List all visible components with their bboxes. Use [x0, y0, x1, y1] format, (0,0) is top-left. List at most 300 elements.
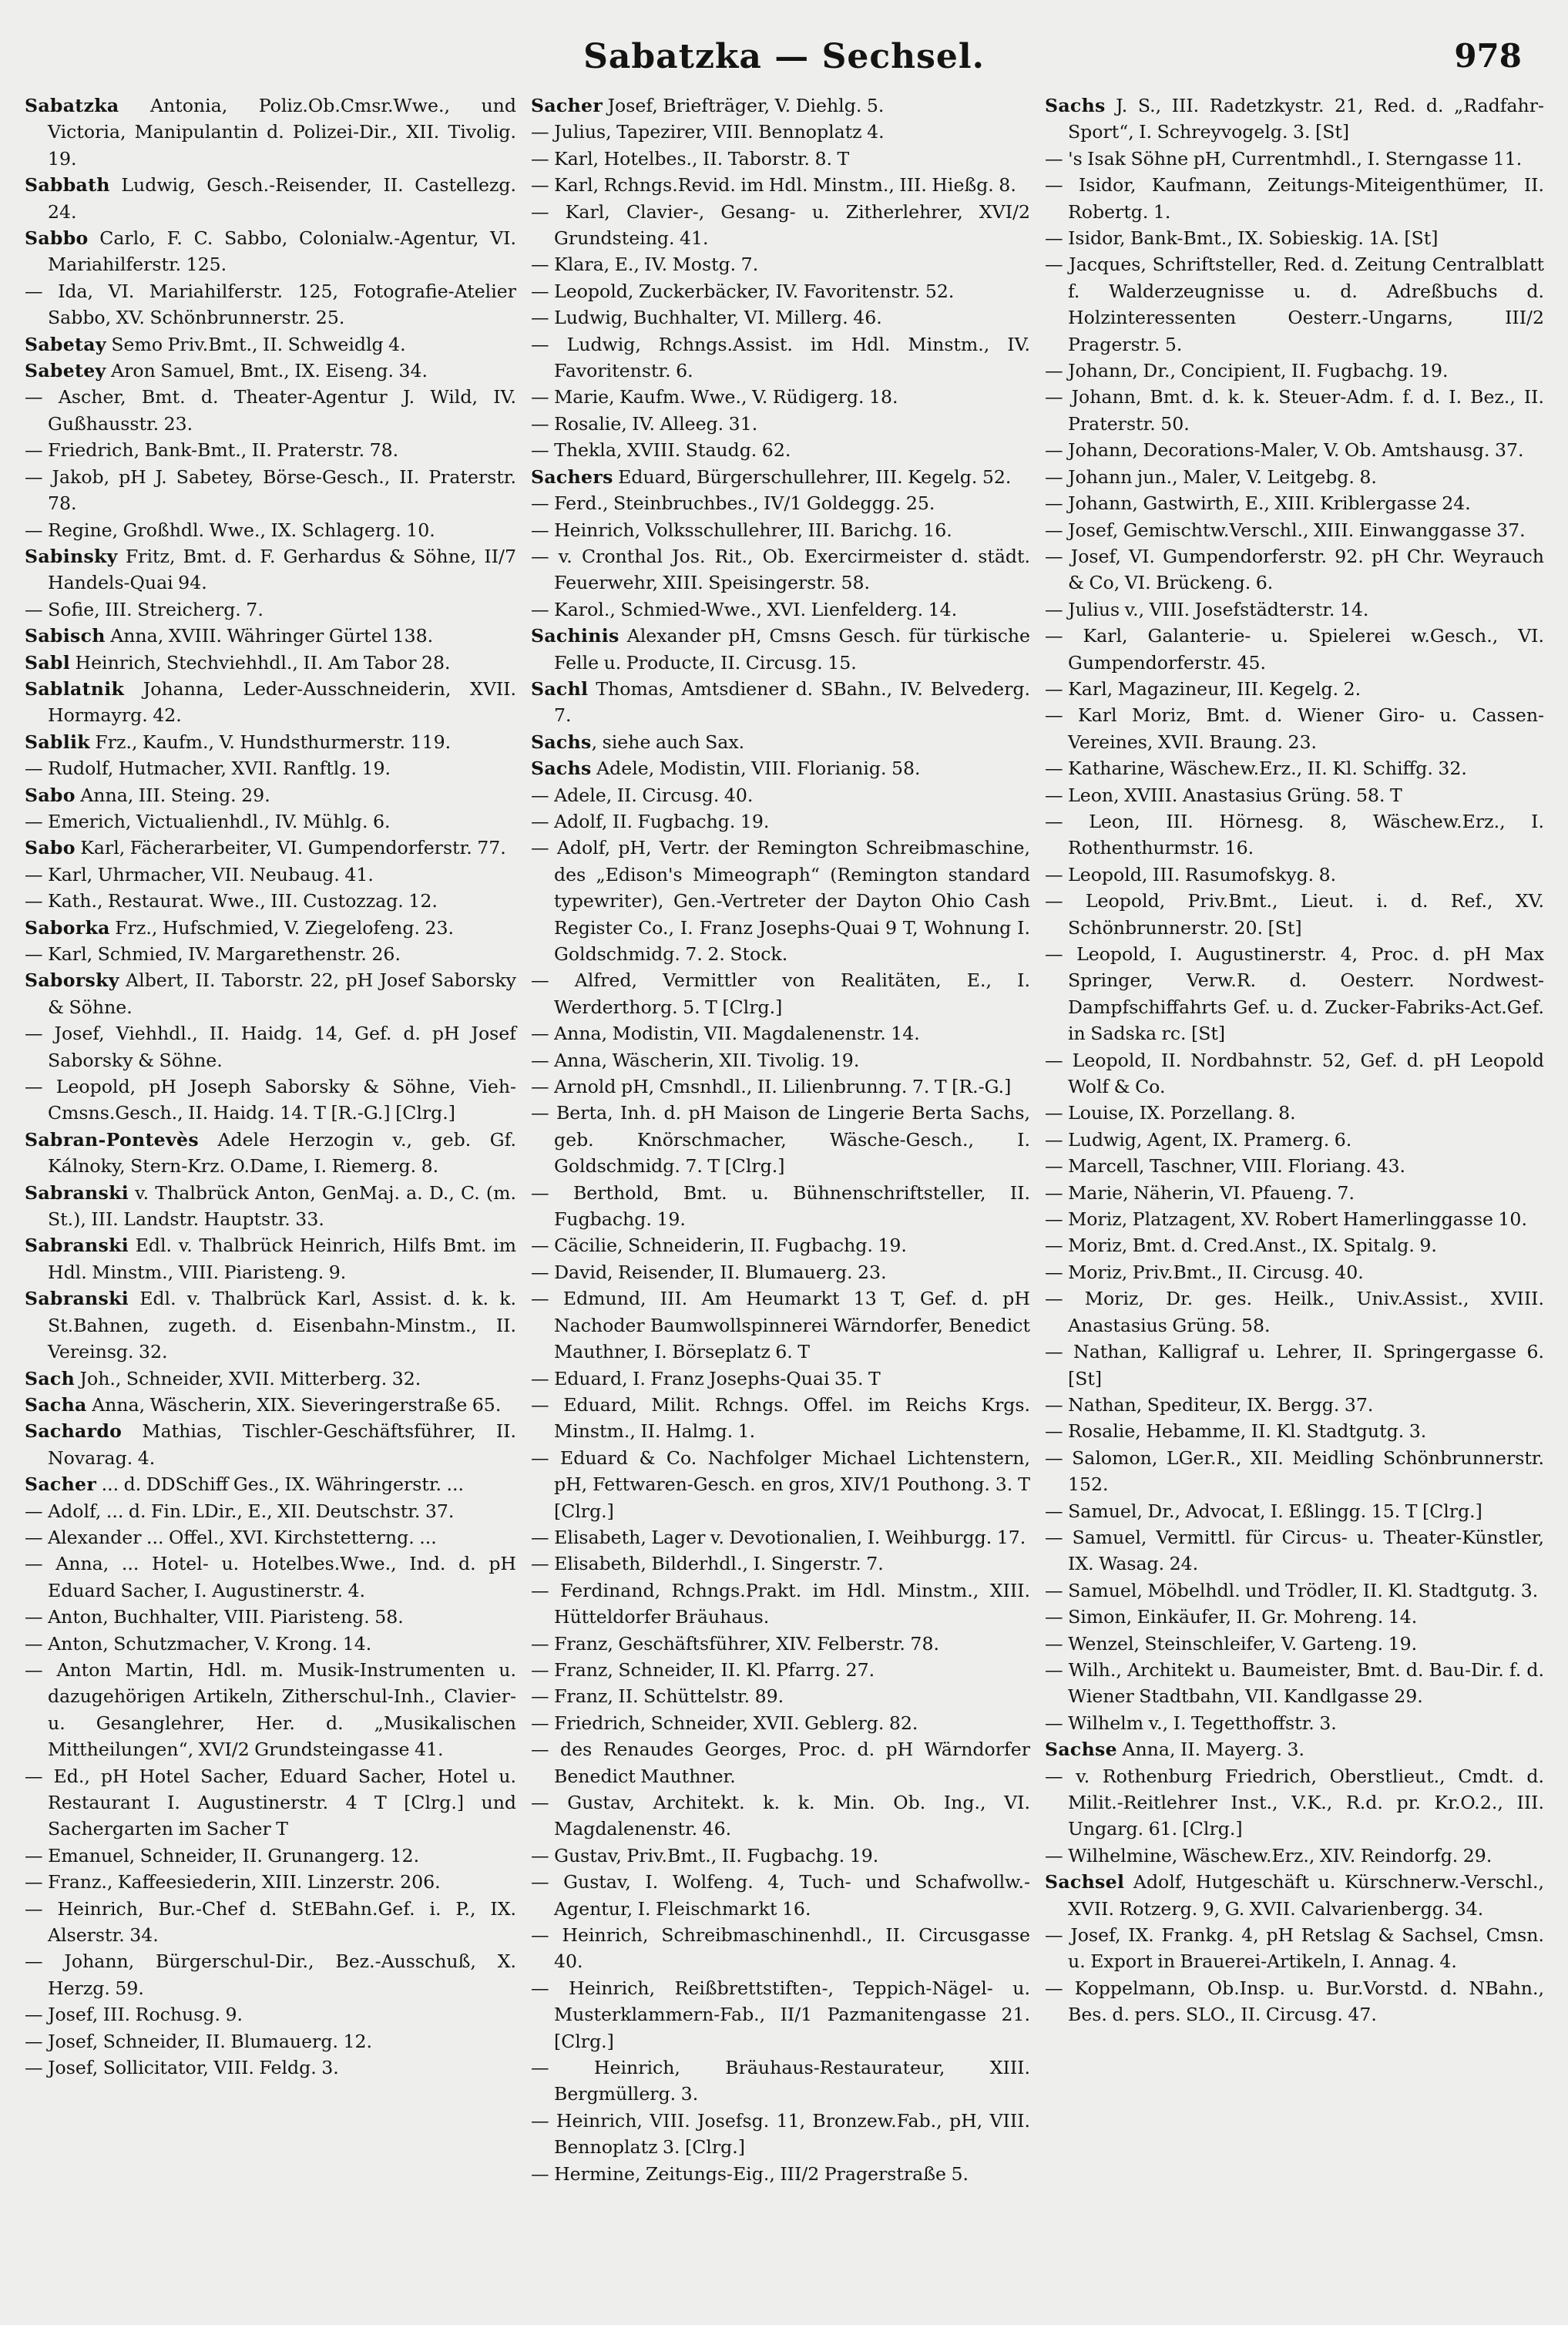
directory-entry [1045, 1047, 1544, 1100]
entry-surname: Sabran-Pontevès [25, 1128, 199, 1151]
entry-surname: Sabo [25, 837, 76, 859]
entry-surname: Sabranski [25, 1288, 129, 1310]
directory-entry [25, 1180, 516, 1233]
entry-surname: Sablik [25, 731, 90, 753]
directory-entry [25, 835, 516, 861]
directory-entry [531, 729, 1030, 755]
entry-details: — Leopold, Zuckerbäcker, IV. Favoritenstr. 52. [531, 280, 955, 302]
entry-details: — Karl, Hotelbes., II. Taborstr. 8. T [531, 147, 850, 170]
entry-details: — Heinrich, Reißbrettstiften-, Teppich-Nägel- u. Musterklammern-Fab., II/1 Pazmanitengasse 21. [Clrg.] [531, 1977, 1030, 2052]
directory-entry [531, 331, 1030, 385]
entry-details: — Ludwig, Rchngs.Assist. im Hdl. Minstm., IV. Favoritenstr. 6. [531, 333, 1030, 382]
directory-entry [25, 808, 516, 835]
directory-entry [531, 464, 1030, 490]
entry-details: — Karl, Clavier-, Gesang- u. Zitherlehrer, XVI/2 Grundsteing. 41. [531, 200, 1030, 250]
entry-details: — Josef, Gemischtw.Verschl., XIII. Einwanggasse 37. [1045, 519, 1526, 541]
entry-details: — Alfred, Vermittler von Realitäten, E., I. Werderthorg. 5. T [Clrg.] [531, 969, 1030, 1018]
entry-details: — Ferd., Steinbruchbes., IV/1 Goldeggg. 25. [531, 492, 935, 515]
entry-details: Anna, III. Steing. 29. [75, 784, 270, 806]
entry-details: — Anton, Buchhalter, VIII. Piaristeng. 58. [25, 1606, 404, 1628]
entry-details: — Leopold, II. Nordbahnstr. 52, Gef. d. pH Leopold Wolf & Co. [1045, 1049, 1544, 1098]
directory-entry [25, 1843, 516, 1869]
entry-details: — Karl, Uhrmacher, VII. Neubaug. 41. [25, 863, 374, 885]
directory-entry [25, 437, 516, 463]
entry-surname: Sachs [1045, 95, 1106, 116]
entry-details: , siehe auch Sax. [591, 731, 745, 753]
entry-details: — Koppelmann, Ob.Insp. u. Bur.Vorstd. d. NBahn., Bes. d. pers. SLO., II. Circusg. 47. [1045, 1977, 1544, 2026]
entry-details: — Moriz, Bmt. d. Cred.Anst., IX. Spitalg. 9. [1045, 1235, 1437, 1257]
entry-details: — Heinrich, Bur.-Chef d. StEBahn.Gef. i. P., IX. Alserstr. 34. [25, 1897, 516, 1947]
directory-entry [25, 862, 516, 888]
directory-entry [1045, 1736, 1544, 1762]
directory-entry [1045, 172, 1544, 225]
entry-details: — des Renaudes Georges, Proc. d. pH Wärndorfer Benedict Mauthner. [531, 1739, 1030, 1787]
entry-details: — Franz, II. Schüttelstr. 89. [531, 1685, 784, 1708]
directory-entry [1045, 517, 1544, 543]
entry-details: — Wilh., Architekt u. Baumeister, Bmt. d. Bau-Dir. f. d. Wiener Stadtbahn, VII. Kandlgasse 29. [1045, 1658, 1544, 1708]
entry-details: — Gustav, Architekt. k. k. Min. Ob. Ing., VI. Magdalenenstr. 46. [531, 1792, 1030, 1840]
directory-entry [1045, 464, 1544, 490]
entry-details: J. S., III. Radetzkystr. 21, Red. d. „Radfahr-Sport“, I. Schreyvogelg. 3. [St] [1068, 95, 1544, 143]
entry-details: — Anton Martin, Hdl. m. Musik-Instrumenten u. dazugehörigen Artikeln, Zitherschul-Inh., Clavier- u. Gesanglehrer, Her. d. „Musikalischen Mittheilungen“, XVI/2 Grundsteingasse 41. [25, 1658, 516, 1761]
column-2 [525, 92, 1035, 2308]
directory-entry [1045, 1922, 1544, 1975]
page-title: Sabatzka — Sechsel. [583, 37, 985, 76]
entry-details: — Johann, Decorations-Maler, V. Ob. Amtshausg. 37. [1045, 439, 1524, 462]
directory-entry [25, 623, 516, 649]
entry-details: — Thekla, XVIII. Staudg. 62. [531, 439, 791, 462]
directory-entry [531, 1577, 1030, 1631]
entry-details: — Adolf, II. Fugbachg. 19. [531, 810, 770, 832]
entry-details: — Josef, Schneider, II. Blumauerg. 12. [25, 2030, 372, 2052]
directory-entry [1045, 1285, 1544, 1339]
entry-surname: Sabinsky [25, 545, 118, 567]
entry-details: — Rosalie, IV. Alleeg. 31. [531, 412, 758, 435]
entry-details: — Wilhelmine, Wäschew.Erz., XIV. Reindorfg. 29. [1045, 1844, 1492, 1866]
entry-surname: Sachl [531, 677, 589, 700]
directory-entry [1045, 702, 1544, 755]
directory-entry [531, 835, 1030, 967]
entry-details: — Karl, Rchngs.Revid. im Hdl. Minstm., III. Hießg. 8. [531, 174, 1016, 197]
directory-entry [25, 172, 516, 225]
entry-surname: Sachardo [25, 1420, 123, 1443]
entry-details: — Josef, III. Rochusg. 9. [25, 2004, 243, 2026]
directory-entry [531, 596, 1030, 623]
entry-details: Frz., Hufschmied, V. Ziegelofeng. 23. [109, 916, 454, 939]
directory-entry [25, 1524, 516, 1551]
entry-details: — Heinrich, Schreibmaschinenhdl., II. Circusgasse 40. [531, 1924, 1030, 1973]
entry-details: — Franz, Schneider, II. Kl. Pfarrg. 27. [531, 1658, 875, 1681]
directory-entry [25, 358, 516, 384]
entry-details: — Franz, Geschäftsführer, XIV. Felberstr. 78. [531, 1632, 939, 1655]
directory-entry [1045, 1524, 1544, 1577]
entry-details: v. Thalbrück Anton, GenMaj. a. D., C. (m. St.), III. Landstr. Hauptstr. 33. [48, 1181, 516, 1231]
directory-entry [25, 1127, 516, 1180]
entry-details: — Josef, Sollicitator, VIII. Feldg. 3. [25, 2057, 339, 2079]
entry-details: — Moriz, Dr. ges. Heilk., Univ.Assist., XVIII. Anastasius Grüng. 58. [1045, 1288, 1544, 1336]
directory-entry [1045, 1710, 1544, 1736]
directory-entry [531, 782, 1030, 808]
directory-entry [1045, 1418, 1544, 1444]
directory-entry [531, 1366, 1030, 1392]
entry-details: — Rudolf, Hutmacher, XVII. Ranftlg. 19. [25, 758, 391, 780]
entry-surname: Sacher [531, 95, 603, 116]
directory-entry [531, 304, 1030, 331]
directory-entry [1045, 358, 1544, 384]
entry-details: Joh., Schneider, XVII. Mitterberg. 32. [75, 1367, 421, 1389]
directory-entry [1045, 862, 1544, 888]
entry-details: — Regine, Großhdl. Wwe., IX. Schlagerg. 10. [25, 519, 435, 541]
entry-details: Semo Priv.Bmt., II. Schweidlg 4. [106, 333, 406, 355]
directory-entry [1045, 92, 1544, 146]
directory-entry [1045, 941, 1544, 1047]
directory-entry [531, 1869, 1030, 1922]
directory-entry [25, 2028, 516, 2055]
directory-entry [1045, 490, 1544, 516]
directory-entry [25, 1763, 516, 1843]
entry-details: Edl. v. Thalbrück Heinrich, Hilfs Bmt. im Hdl. Minstm., VIII. Piaristeng. 9. [48, 1235, 516, 1283]
directory-entry [1045, 1498, 1544, 1524]
directory-entry [25, 1896, 516, 1949]
entry-surname: Saborka [25, 916, 110, 939]
entry-details: — Adolf, ... d. Fin. LDir., E., XII. Deutschstr. 37. [25, 1500, 455, 1522]
entry-details: — v. Cronthal Jos. Rit., Ob. Exercirmeister d. städt. Feuerwehr, XIII. Speisingerstr. 58. [531, 545, 1030, 594]
directory-entry [25, 1551, 516, 1604]
directory-entry [531, 1710, 1030, 1736]
entry-surname: Sacher [25, 1473, 97, 1496]
entry-details: — Adolf, pH, Vertr. der Remington Schreibmaschine, des „Edison's Mimeograph“ (Remington standard typewriter), Gen.-Vertreter der Dayton Ohio Cash Register Co., I. Franz Josephs-Quai 9 T, Wohnung I. Goldschmidg. 7. 2. Stock. [531, 837, 1030, 965]
entry-details: — Salomon, LGer.R., XII. Meidling Schönbrunnerstr. 152. [1045, 1446, 1544, 1496]
directory-entry [531, 1392, 1030, 1445]
directory-entry [531, 199, 1030, 252]
directory-entry [25, 1232, 516, 1285]
directory-entry [531, 437, 1030, 463]
entry-details: — Eduard & Co. Nachfolger Michael Lichtenstern, pH, Fettwaren-Gesch. en gros, XIV/1 Pouthong. 3. T [Clrg.] [531, 1446, 1030, 1522]
entry-details: Edl. v. Thalbrück Karl, Assist. d. k. k. St.Bahnen, zugeth. d. Eisenbahn-Minstm., II. Vereinsg. 32. [48, 1288, 516, 1363]
entry-surname: Sabl [25, 651, 70, 674]
entry-details: — Kath., Restaurat. Wwe., III. Custozzag. 12. [25, 890, 438, 912]
entry-details: — Isidor, Bank-Bmt., IX. Sobieskig. 1A. [St] [1045, 227, 1439, 250]
entry-details: — Johann, Gastwirth, E., XIII. Kriblergasse 24. [1045, 492, 1471, 515]
entry-details: — Berta, Inh. d. pH Maison de Lingerie Berta Sachs, geb. Knörschmacher, Wäsche-Gesch., I. Goldschmidg. 7. T [Clrg.] [531, 1102, 1030, 1178]
entry-details: — Rosalie, Hebamme, II. Kl. Stadtgutg. 3. [1045, 1420, 1427, 1443]
directory-entry [25, 225, 516, 278]
directory-entry [25, 729, 516, 755]
entry-details: — Friedrich, Bank-Bmt., II. Praterstr. 78. [25, 439, 399, 462]
entry-details: — Johann, Bmt. d. k. k. Steuer-Adm. f. d. I. Bez., II. Praterstr. 50. [1045, 386, 1544, 435]
entry-details: — Elisabeth, Bilderhdl., I. Singerstr. 7. [531, 1553, 884, 1575]
directory-entry [1045, 1975, 1544, 2028]
directory-entry [531, 2055, 1030, 2108]
directory-entry [531, 1789, 1030, 1843]
entry-details: — Klara, E., IV. Mostg. 7. [531, 254, 759, 276]
entry-details: — Ludwig, Buchhalter, VI. Millerg. 46. [531, 307, 882, 329]
directory-entry [1045, 1206, 1544, 1232]
directory-entry [531, 278, 1030, 304]
column-3 [1039, 92, 1549, 2308]
directory-entry [25, 278, 516, 331]
entry-details: Heinrich, Stechviehhdl., II. Am Tabor 28. [70, 651, 451, 674]
directory-entry [1045, 1763, 1544, 1843]
entry-details: — v. Rothenburg Friedrich, Oberstlieut., Cmdt. d. Milit.-Reitlehrer Inst., V.K., R.d. pr. Kr.O.2., III. Ungarg. 61. [Clrg.] [1045, 1765, 1544, 1840]
entry-details: Adele Herzogin v., geb. Gf. Kálnoky, Stern-Krz. O.Dame, I. Riemerg. 8. [48, 1128, 516, 1178]
entry-details: — Samuel, Dr., Advocat, I. Eßlingg. 15. T [Clrg.] [1045, 1500, 1482, 1522]
directory-entry [531, 1232, 1030, 1258]
directory-entry [1045, 251, 1544, 358]
directory-entry [531, 1843, 1030, 1869]
entry-details: — Johann jun., Maler, V. Leitgebg. 8. [1045, 465, 1377, 488]
directory-entry [25, 92, 516, 172]
entry-details: — Moriz, Platzagent, XV. Robert Hamerlinggasse 10. [1045, 1208, 1527, 1231]
directory-entry [531, 1683, 1030, 1709]
entry-details: — Ida, VI. Mariahilferstr. 125, Fotografie-Atelier Sabbo, XV. Schönbrunnerstr. 25. [25, 280, 516, 329]
directory-entry [25, 1471, 516, 1497]
entry-details: — Leon, III. Hörnesg. 8, Wäschew.Erz., I. Rothenthurmstr. 16. [1045, 810, 1544, 859]
entry-surname: Sachs [531, 731, 592, 753]
entry-details: — Leopold, Priv.Bmt., Lieut. i. d. Ref., XV. Schönbrunnerstr. 20. [St] [1045, 890, 1544, 939]
entry-details: — Berthold, Bmt. u. Bühnenschriftsteller, II. Fugbachg. 19. [531, 1181, 1030, 1231]
entry-details: Mathias, Tischler-Geschäftsführer, II. Novarag. 4. [48, 1420, 516, 1469]
entry-details: Adele, Modistin, VIII. Florianig. 58. [591, 758, 921, 780]
directory-entry [25, 2055, 516, 2081]
directory-entry [531, 1100, 1030, 1179]
entry-details: — Johann, Bürgerschul-Dir., Bez.-Ausschuß, X. Herzg. 59. [25, 1950, 516, 1999]
directory-entry [25, 888, 516, 914]
directory-entry [1045, 1232, 1544, 1258]
entry-details: — David, Reisender, II. Blumauerg. 23. [531, 1261, 887, 1283]
directory-entry [25, 517, 516, 543]
directory-entry [531, 543, 1030, 596]
entry-surname: Sach [25, 1367, 76, 1389]
directory-entry [25, 543, 516, 596]
entry-details: — Cäcilie, Schneiderin, II. Fugbachg. 19. [531, 1235, 907, 1257]
entry-details: — Josef, IX. Frankg. 4, pH Retslag & Sachsel, Cmsn. u. Export in Brauerei-Artikeln, I. Annag. 4. [1045, 1924, 1544, 1973]
directory-entry [531, 1020, 1030, 1047]
entry-details: — Adele, II. Circusg. 40. [531, 784, 754, 806]
entry-details: Fritz, Bmt. d. F. Gerhardus & Söhne, II/7 Handels-Quai 94. [48, 545, 516, 594]
entry-details: — Isidor, Kaufmann, Zeitungs-Miteigenthümer, II. Robertg. 1. [1045, 174, 1544, 223]
entry-details: ... d. DDSchiff Ges., IX. Währingerstr. ... [96, 1473, 465, 1496]
entry-surname: Sabetey [25, 360, 106, 382]
entry-details: — Karl, Schmied, IV. Margarethenstr. 26. [25, 943, 401, 965]
entry-details: — Anton, Schutzmacher, V. Krong. 14. [25, 1632, 372, 1655]
entry-details: — Marie, Näherin, VI. Pfaueng. 7. [1045, 1181, 1355, 1204]
directory-entry [1045, 225, 1544, 251]
directory-entry [1045, 1180, 1544, 1206]
directory-entry [531, 251, 1030, 277]
entry-surname: Sabranski [25, 1235, 129, 1257]
directory-entry [531, 1922, 1030, 1975]
entry-details: — Eduard, I. Franz Josephs-Quai 35. T [531, 1367, 881, 1389]
entry-surname: Sabetay [25, 333, 106, 355]
entry-surname: Sachers [531, 465, 613, 488]
directory-entry [1045, 543, 1544, 596]
entry-details: — Alexander ... Offel., XVI. Kirchstetterng. ... [25, 1526, 437, 1548]
directory-entry [531, 2108, 1030, 2161]
entry-details: — Hermine, Zeitungs-Eig., III/2 Pragerstraße 5. [531, 2162, 969, 2185]
directory-entry [1045, 1631, 1544, 1657]
directory-entry [1045, 1657, 1544, 1710]
entry-details: Adolf, Hutgeschäft u. Kürschnerw.-Verschl., XVII. Rotzerg. 9, G. XVII. Calvarienbergg. 34. [1068, 1871, 1544, 1920]
entry-details: — Leopold, I. Augustinerstr. 4, Proc. d. pH Max Springer, Verw.R. d. Oesterr. Nordwest-Dampfschiffahrts Gef. u. d. Zucker-Fabriks-Act.Gef. in Sadska rc. [St] [1045, 943, 1544, 1045]
entry-details: Carlo, F. C. Sabbo, Colonialw.-Agentur, VI. Mariahilferstr. 125. [48, 227, 516, 276]
entry-details: — Julius, Tapezirer, VIII. Bennoplatz 4. [531, 121, 885, 143]
directory-entry [1045, 888, 1544, 941]
directory-entry [25, 464, 516, 517]
entry-details: Alexander pH, Cmsns Gesch. für türkische Felle u. Producte, II. Circusg. 15. [554, 625, 1030, 674]
page-header [46, 31, 1522, 92]
entry-details: — Leopold, pH Joseph Saborsky & Söhne, Vieh-Cmsns.Gesch., II. Haidg. 14. T [R.-G.] [Clrg.] [25, 1076, 516, 1124]
directory-entry [531, 1180, 1030, 1233]
entry-details: — Arnold pH, Cmsnhdl., II. Lilienbrunng. 7. T [R.-G.] [531, 1076, 1012, 1098]
column-1 [18, 92, 521, 2308]
entry-details: — Emerich, Victualienhdl., IV. Mühlg. 6. [25, 810, 391, 832]
directory-entry [25, 650, 516, 676]
entry-details: — Nathan, Spediteur, IX. Bergg. 37. [1045, 1393, 1374, 1416]
entry-surname: Sabranski [25, 1181, 129, 1204]
directory-entry [1045, 782, 1544, 808]
directory-entry [531, 676, 1030, 729]
directory-entry [1045, 1843, 1544, 1869]
directory-entry [531, 1631, 1030, 1657]
directory-entry [25, 676, 516, 729]
entry-surname: Sabo [25, 784, 76, 806]
directory-entry [25, 915, 516, 941]
directory-entry [25, 1498, 516, 1524]
directory-entry [25, 1948, 516, 2001]
directory-entry [25, 1418, 516, 1471]
entry-details: — Karl Moriz, Bmt. d. Wiener Giro- u. Cassen-Vereines, XVII. Braung. 23. [1045, 704, 1544, 753]
entry-details: — Marcell, Taschner, VIII. Floriang. 43. [1045, 1155, 1406, 1178]
entry-details: — Wilhelm v., I. Tegetthoffstr. 3. [1045, 1712, 1337, 1734]
directory-entry [531, 1285, 1030, 1365]
directory-entry [1045, 1577, 1544, 1604]
entry-details: — Heinrich, VIII. Josefsg. 11, Bronzew.Fab., pH, VIII. Bennoplatz 3. [Clrg.] [531, 2109, 1030, 2159]
directory-entry [25, 1604, 516, 1630]
entry-details: — Nathan, Kalligraf u. Lehrer, II. Springergasse 6. [St] [1045, 1341, 1544, 1389]
directory-entry [531, 1445, 1030, 1524]
entry-surname: Sachinis [531, 625, 619, 647]
entry-details: — Eduard, Milit. Rchngs. Offel. im Reichs Krgs. Minstm., II. Halmg. 1. [531, 1393, 1030, 1443]
entry-details: Ludwig, Gesch.-Reisender, II. Castellezg. 24. [48, 174, 516, 223]
directory-entry [25, 596, 516, 623]
directory-entry [25, 2001, 516, 2028]
directory-entry [531, 1975, 1030, 2055]
directory-entry [25, 384, 516, 437]
entry-details: — Friedrich, Schneider, XVII. Geblerg. 82. [531, 1712, 918, 1734]
directory-entry [25, 1285, 516, 1365]
directory-entry [1045, 623, 1544, 676]
entry-surname: Sacha [25, 1393, 87, 1416]
directory-entry [1045, 437, 1544, 463]
entry-details: — Katharine, Wäschew.Erz., II. Kl. Schiffg. 32. [1045, 758, 1467, 780]
directory-entry [25, 1020, 516, 1073]
entry-details: — Gustav, I. Wolfeng. 4, Tuch- und Schafwollw.-Agentur, I. Fleischmarkt 16. [531, 1871, 1030, 1920]
entry-details: — Samuel, Vermittl. für Circus- u. Theater-Künstler, IX. Wasag. 24. [1045, 1526, 1544, 1575]
entry-details: — Ascher, Bmt. d. Theater-Agentur J. Wild, IV. Gußhausstr. 23. [25, 386, 516, 435]
directory-entry [531, 1259, 1030, 1285]
entry-details: — 's Isak Söhne pH, Currentmhdl., I. Sterngasse 11. [1045, 147, 1523, 170]
directory-entry [1045, 1100, 1544, 1126]
directory-entry [25, 1631, 516, 1657]
directory-entry [25, 1366, 516, 1392]
directory-entry [531, 1073, 1030, 1100]
directory-entry [531, 92, 1030, 119]
entry-details: Thomas, Amtsdiener d. SBahn., IV. Belvederg. 7. [554, 677, 1030, 727]
entry-details: Frz., Kaufm., V. Hundsthurmerstr. 119. [89, 731, 452, 753]
entry-surname: Sabatzka [25, 95, 119, 116]
directory-entry [1045, 1339, 1544, 1392]
directory-entry [531, 384, 1030, 410]
entry-details: — Karl, Magazineur, III. Kegelg. 2. [1045, 677, 1362, 700]
entry-details: — Sofie, III. Streicherg. 7. [25, 598, 264, 620]
entry-details: — Johann, Dr., Concipient, II. Fugbachg. 19. [1045, 360, 1449, 382]
directory-entry [1045, 1604, 1544, 1630]
directory-entry [531, 808, 1030, 835]
directory-entry [1045, 596, 1544, 623]
entry-details: Anna, XVIII. Währinger Gürtel 138. [105, 625, 434, 647]
entry-details: — Anna, Modistin, VII. Magdalenenstr. 14. [531, 1023, 920, 1045]
entry-details: Antonia, Poliz.Ob.Cmsr.Wwe., und Victoria, Manipulantin d. Polizei-Dir., XII. Tivolig. 19. [48, 95, 516, 170]
directory-entry [1045, 384, 1544, 437]
entry-details: — Julius v., VIII. Josefstädterstr. 14. [1045, 598, 1369, 620]
entry-details: — Jacques, Schriftsteller, Red. d. Zeitung Centralblatt f. Walderzeugnisse u. d. Adreßbuchs d. Holzinteressenten Oesterr.-Ungarns, III/2 Pragerstr. 5. [1045, 254, 1544, 355]
directory-entry [25, 782, 516, 808]
directory-entry [1045, 146, 1544, 172]
entry-details: Albert, II. Taborstr. 22, pH Josef Saborsky & Söhne. [48, 969, 516, 1018]
directory-entry [531, 1551, 1030, 1577]
directory-entry [531, 755, 1030, 781]
directory-entry [1045, 1869, 1544, 1922]
directory-entry [531, 1524, 1030, 1551]
entry-details: — Wenzel, Steinschleifer, V. Garteng. 19. [1045, 1632, 1418, 1655]
entry-details: — Ludwig, Agent, IX. Pramerg. 6. [1045, 1128, 1352, 1151]
directory-entry [25, 1657, 516, 1763]
entry-details: — Marie, Kaufm. Wwe., V. Rüdigerg. 18. [531, 386, 898, 408]
directory-entry [25, 941, 516, 967]
entry-surname: Sabisch [25, 625, 106, 647]
entry-details: Karl, Fächerarbeiter, VI. Gumpendorferstr. 77. [75, 837, 506, 859]
entry-surname: Sabbath [25, 174, 110, 197]
directory-entry [1045, 1153, 1544, 1179]
page-number: 978 [1454, 37, 1522, 75]
entry-details: — Jakob, pH J. Sabetey, Börse-Gesch., II. Praterstr. 78. [25, 465, 516, 515]
directory-entry [1045, 1392, 1544, 1418]
directory-entry [1045, 676, 1544, 702]
directory-entry [25, 331, 516, 358]
entry-details: — Emanuel, Schneider, II. Grunangerg. 12. [25, 1844, 420, 1866]
directory-entry [1045, 755, 1544, 781]
entry-details: — Louise, IX. Porzellang. 8. [1045, 1102, 1296, 1124]
entry-details: — Samuel, Möbelhdl. und Trödler, II. Kl. Stadtgutg. 3. [1045, 1579, 1539, 1601]
directory-entry [531, 146, 1030, 172]
entry-surname: Sachse [1045, 1739, 1117, 1761]
directory-entry [531, 967, 1030, 1020]
directory-entry [25, 755, 516, 781]
entry-details: Eduard, Bürgerschullehrer, III. Kegelg. 52. [613, 465, 1012, 488]
directory-entry [531, 1047, 1030, 1073]
directory-entry [531, 119, 1030, 145]
entry-details: Josef, Briefträger, V. Diehlg. 5. [603, 95, 885, 116]
entry-details: Aron Samuel, Bmt., IX. Eiseng. 34. [106, 360, 428, 382]
directory-entry [25, 1073, 516, 1127]
directory-entry [1045, 1445, 1544, 1498]
directory-entry [531, 1657, 1030, 1683]
entry-details: — Anna, ... Hotel- u. Hotelbes.Wwe., Ind. d. pH Eduard Sacher, I. Augustinerstr. 4. [25, 1553, 516, 1601]
directory-entry [531, 411, 1030, 437]
entry-details: — Anna, Wäscherin, XII. Tivolig. 19. [531, 1049, 860, 1071]
directory-entry [1045, 808, 1544, 862]
